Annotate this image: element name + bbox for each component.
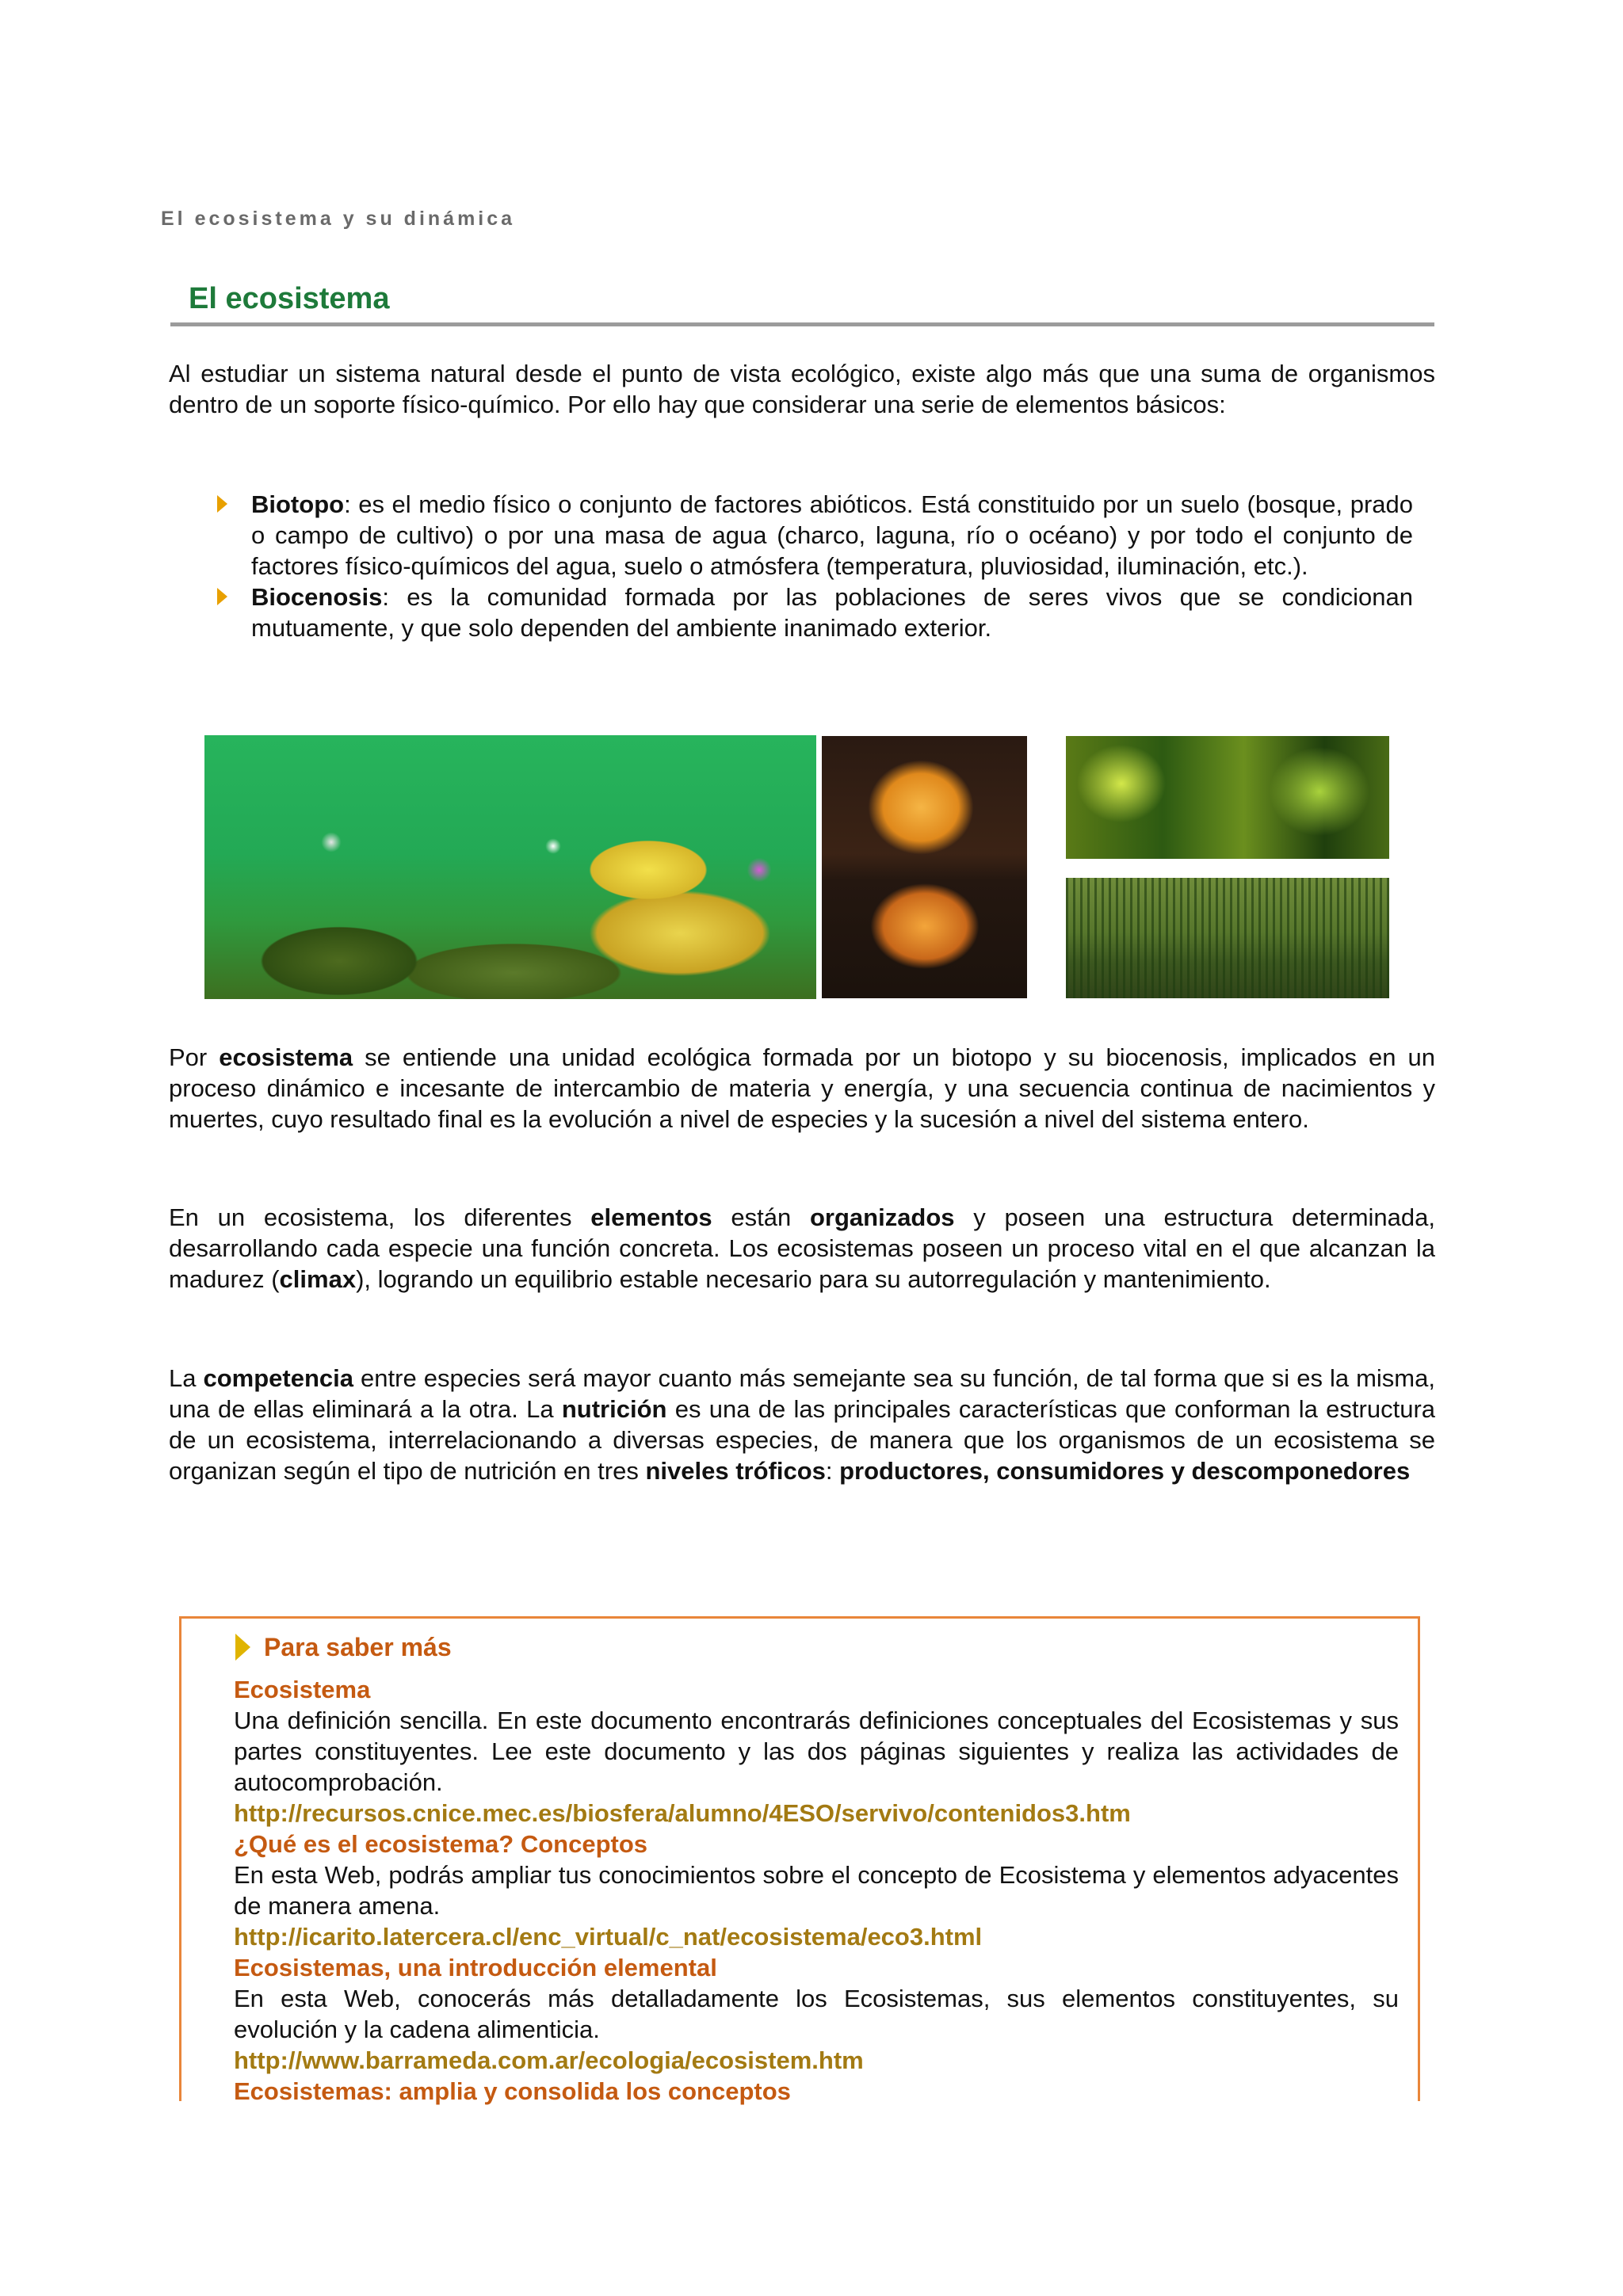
- reference-link[interactable]: http://www.barrameda.com.ar/ecologia/ecosistem.htm: [234, 2046, 864, 2074]
- definition-biotopo: : es el medio físico o conjunto de factores abióticos. Está constituido por un suelo (bosque, prado o campo de cultivo) o por una masa de agua (charco, laguna, río o océano) y por todo el conjunto de factores físico-químicos del agua, suelo o atmósfera (temperatura, pluviosidad, iluminación, etc.).: [251, 490, 1413, 580]
- reference-link[interactable]: http://recursos.cnice.mec.es/biosfera/alumno/4ESO/servivo/contenidos3.htm: [234, 1799, 1131, 1827]
- intro-paragraph: Al estudiar un sistema natural desde el punto de vista ecológico, existe algo más que una suma de organismos dentro de un soporte físico-químico. Por ello hay que considerar una serie de elementos básicos:: [169, 360, 1435, 418]
- list-item-biotopo: [212, 489, 1413, 582]
- learn-more-label: Para saber más: [264, 1632, 452, 1661]
- reference-title: ¿Qué es el ecosistema? Conceptos: [234, 1830, 648, 1858]
- reference-title: Ecosistema: [234, 1676, 371, 1703]
- arrow-right-icon: [235, 1634, 250, 1661]
- reference-description: En esta Web, conocerás más detalladamente los Ecosistemas, sus elementos constituyentes, su evolución y la cadena alimenticia.: [234, 1985, 1399, 2043]
- bullet-arrow-icon: [217, 495, 227, 513]
- reference-title: Ecosistemas, una introducción elemental: [234, 1954, 717, 1981]
- learn-more-heading: [234, 1627, 1399, 1668]
- ecosystem-definition-paragraph: Por ecosistema se entiende una unidad ecológica formada por un biotopo y su biocenosis, implicados en un proceso dinámico e incesante de intercambio de materia y energía, y una secuencia continua de nacimientos y muertes, cuyo resultado final es la evolución a nivel de especies y la sucesión a nivel del sistema entero.: [169, 1043, 1436, 1133]
- term-biotopo: Biotopo: [251, 490, 345, 518]
- learn-more-box: [179, 1616, 1420, 2105]
- ecosystem-illustration-image: [204, 735, 816, 999]
- wetland-image: [1066, 878, 1389, 998]
- section-heading: [170, 275, 1434, 326]
- reference-title: Ecosistemas: amplia y consolida los conceptos: [234, 2077, 791, 2105]
- reference-description: En esta Web, podrás ampliar tus conocimientos sobre el concepto de Ecosistema y elementos adyacentes de manera amena.: [234, 1861, 1399, 1920]
- organization-paragraph: En un ecosistema, los diferentes elementos están organizados y poseen una estructura determinada, desarrollando cada especie una función concreta. Los ecosistemas poseen un proceso vital en el que alcanzan la madurez (climax), logrando un equilibrio estable necesario para su autorregulación y mantenimiento.: [169, 1203, 1435, 1293]
- term-biocenosis: Biocenosis: [251, 583, 383, 611]
- mossy-forest-image: [1066, 736, 1389, 859]
- reference-description: Una definición sencilla. En este documento encontrarás definiciones conceptuales del Ecosistemas y sus partes constituyentes. Lee este documento y las dos páginas siguientes y realiza las actividades de autocomprobación.: [234, 1707, 1399, 1796]
- reference-link[interactable]: http://icarito.latercera.cl/enc_virtual/c_nat/ecosistema/eco3.html: [234, 1923, 983, 1951]
- list-item-biocenosis: [212, 582, 1413, 643]
- section-title: El ecosistema: [189, 282, 390, 315]
- title-underline: [170, 322, 1434, 326]
- document-header: El ecosistema y su dinámica: [161, 208, 516, 230]
- definition-biocenosis: : es la comunidad formada por las poblaciones de seres vivos que se condicionan mutuamente, y que solo dependen del ambiente inanimado exterior.: [251, 583, 1413, 642]
- competition-paragraph: La competencia entre especies será mayor cuanto más semejante sea su función, de tal forma que si es la misma, una de ellas eliminará a la otra. La nutrición es una de las principales características que conforman la estructura de un ecosistema, interrelacionando a diversas especies, de manera que los organismos de un ecosistema se organizan según el tipo de nutrición en tres niveles tróficos: productores, consumidores y descomponedores: [169, 1364, 1436, 1485]
- bullet-arrow-icon: [217, 588, 227, 605]
- elements-list: [212, 489, 1413, 643]
- lioness-drinking-image: [822, 736, 1027, 998]
